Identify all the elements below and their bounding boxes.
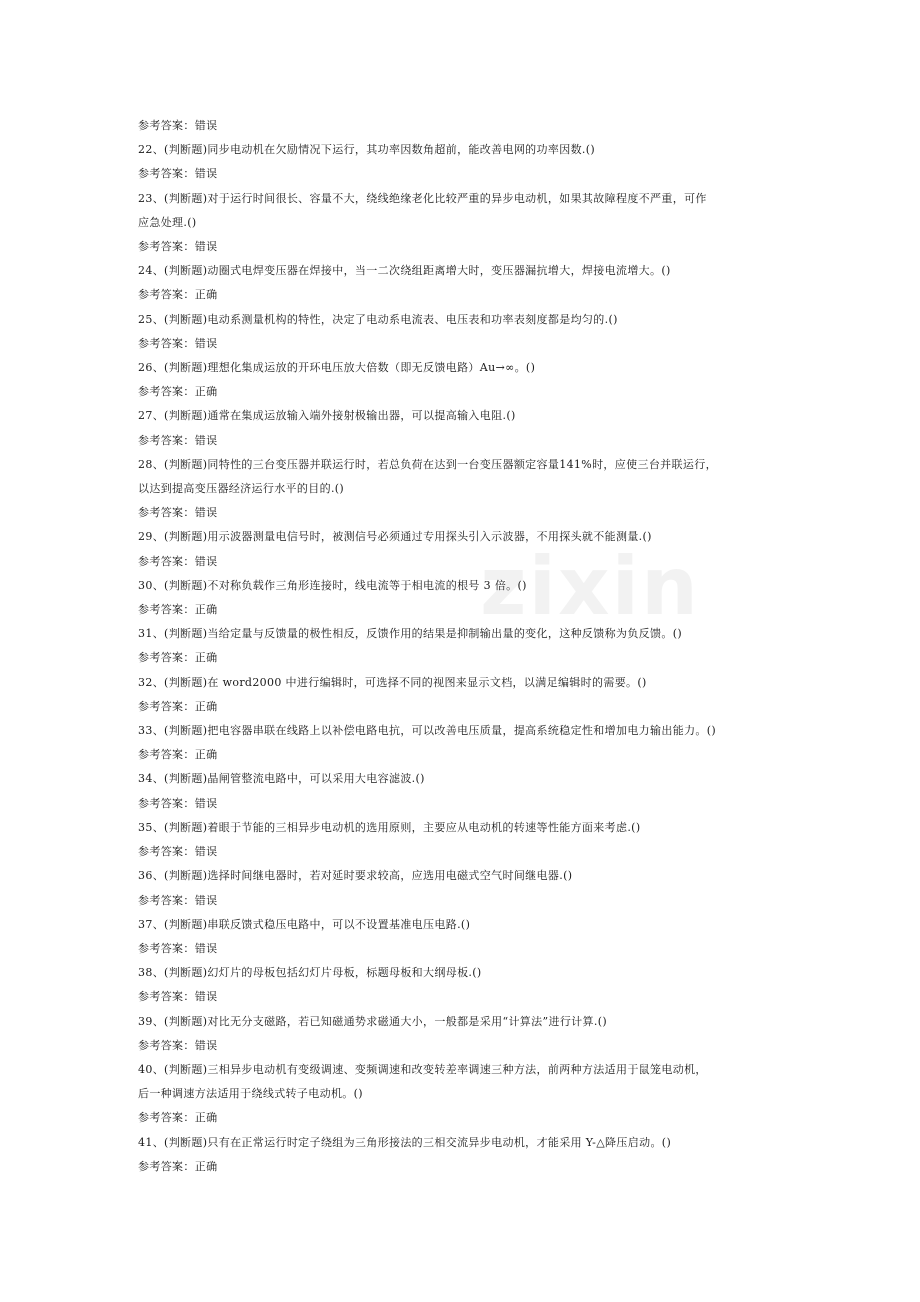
question-text: 36、(判断题)选择时间继电器时，若对延时要求较高，应选用电磁式空气时间继电器.() — [138, 869, 573, 883]
reference-answer: 参考答案：正确 — [138, 385, 218, 399]
question-text: 32、(判断题)在 word2000 中进行编辑时，可选择不同的视图来显示文档，以满足编辑时的需要。() — [138, 675, 647, 689]
reference-answer: 参考答案：错误 — [138, 845, 218, 859]
reference-answer: 参考答案：错误 — [138, 1038, 218, 1052]
question-text-line: 23、(判断题)对于运行时间很长、容量不大，绕线绝缘老化比较严重的异步电动机，如果其故障程度不严重，可作 — [138, 191, 707, 205]
reference-answer: 参考答案：错误 — [138, 893, 218, 907]
question-text: 24、(判断题)动圈式电焊变压器在焊接中，当一二次绕组距离增大时，变压器漏抗增大，焊接电流增大。() — [138, 264, 671, 278]
question-text: 33、(判断题)把电容器串联在线路上以补偿电路电抗，可以改善电压质量，提高系统稳定性和增加电力输出能力。() — [138, 724, 717, 738]
reference-answer: 参考答案：正确 — [138, 1111, 218, 1125]
reference-answer: 参考答案：正确 — [138, 651, 218, 665]
question-text: 29、(判断题)用示波器测量电信号时，被测信号必须通过专用探头引入示波器，不用探头就不能测量.() — [138, 530, 652, 544]
reference-answer: 参考答案：正确 — [138, 603, 218, 617]
question-text-line: 后一种调速方法适用于绕线式转子电动机。() — [138, 1087, 363, 1101]
reference-answer: 参考答案：错误 — [138, 240, 218, 254]
question-text: 41、(判断题)只有在正常运行时定子绕组为三角形接法的三相交流异步电动机，才能采用 Y-△降压启动。() — [138, 1135, 672, 1149]
question-text-line: 应急处理.() — [138, 215, 197, 229]
question-text: 27、(判断题)通常在集成运放输入端外接射极输出器，可以提高输入电阻.() — [138, 409, 516, 423]
question-text: 26、(判断题)理想化集成运放的开环电压放大倍数（即无反馈电路）Au→∞。() — [138, 361, 536, 375]
reference-answer: 参考答案：正确 — [138, 1159, 218, 1173]
watermark: zixin — [480, 540, 700, 633]
question-text-line: 以达到提高变压器经济运行水平的目的.() — [138, 482, 345, 496]
reference-answer: 参考答案：错误 — [138, 167, 218, 181]
reference-answer: 参考答案：错误 — [138, 433, 218, 447]
reference-answer: 参考答案：正确 — [138, 288, 218, 302]
reference-answer: 参考答案：正确 — [138, 699, 218, 713]
question-text: 34、(判断题)晶闸管整流电路中，可以采用大电容滤波.() — [138, 772, 425, 786]
reference-answer: 参考答案：错误 — [138, 554, 218, 568]
reference-answer: 参考答案：错误 — [138, 119, 218, 132]
question-text: 30、(判断题)不对称负载作三角形连接时，线电流等于相电流的根号 3 倍。() — [138, 578, 527, 592]
question-list — [138, 114, 798, 1179]
question-text: 38、(判断题)幻灯片的母板包括幻灯片母板，标题母板和大纲母板.() — [138, 966, 482, 980]
reference-answer: 参考答案：错误 — [138, 796, 218, 810]
question-text-line: 28、(判断题)同特性的三台变压器并联运行时，若总负荷在达到一台变压器额定容量141%时，应使三台并联运行， — [138, 457, 717, 471]
reference-answer: 参考答案：正确 — [138, 748, 218, 762]
reference-answer: 参考答案：错误 — [138, 336, 218, 350]
question-text: 37、(判断题)串联反馈式稳压电路中，可以不设置基准电压电路.() — [138, 917, 471, 931]
question-text: 22、(判断题)同步电动机在欠励情况下运行，其功率因数角超前，能改善电网的功率因数.() — [138, 143, 596, 157]
question-text-line: 40、(判断题)三相异步电动机有变级调速、变频调速和改变转差率调速三种方法，前两种方法适用于鼠笼电动机， — [138, 1062, 707, 1076]
question-text: 31、(判断题)当给定量与反馈量的极性相反，反馈作用的结果是抑制输出量的变化，这种反馈称为负反馈。() — [138, 627, 683, 641]
reference-answer: 参考答案：错误 — [138, 506, 218, 520]
question-text: 35、(判断题)着眼于节能的三相异步电动机的选用原则，主要应从电动机的转速等性能方面来考虑.() — [138, 820, 641, 834]
reference-answer: 参考答案：错误 — [138, 941, 218, 955]
question-text: 25、(判断题)电动系测量机构的特性，决定了电动系电流表、电压表和功率表刻度都是均匀的.() — [138, 312, 618, 326]
question-text: 39、(判断题)对比无分支磁路，若已知磁通势求磁通大小，一般都是采用“计算法”进行计算.() — [138, 1014, 608, 1028]
reference-answer: 参考答案：错误 — [138, 990, 218, 1004]
